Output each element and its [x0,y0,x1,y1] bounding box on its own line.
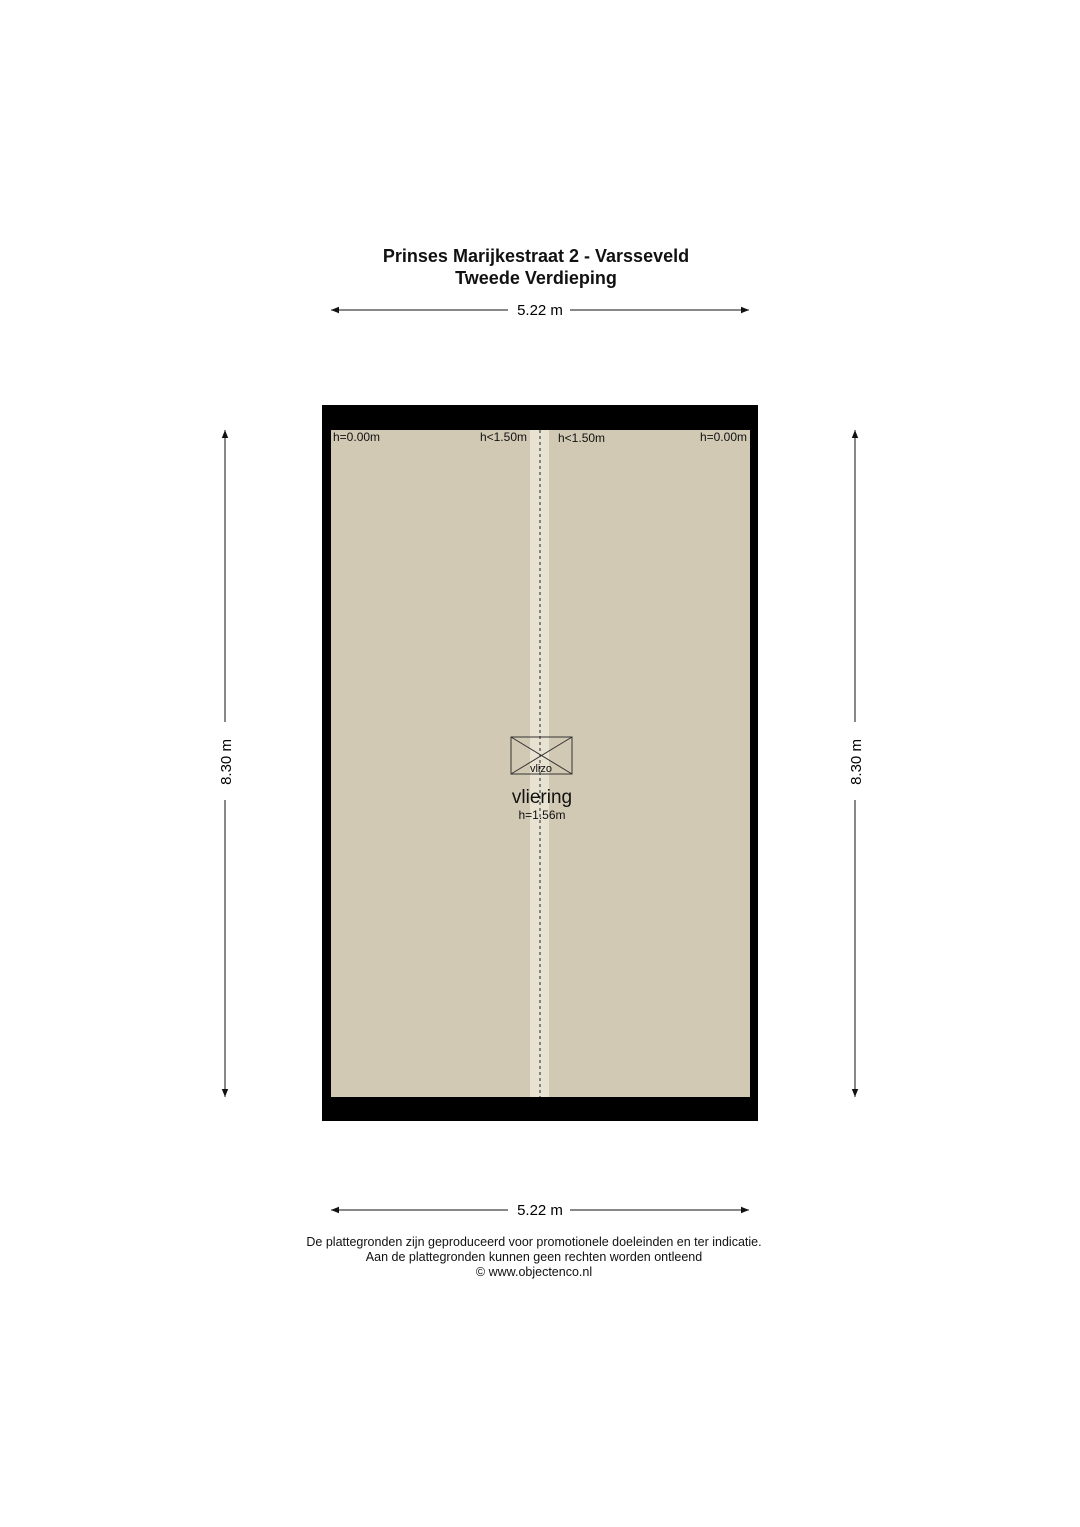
height-mark-right-edge: h=0.00m [699,430,747,444]
dimension-right [848,430,865,1097]
room-name: vliering [511,787,573,808]
dimension-right-label: 8.30 m [848,739,865,785]
room-height: h=1.56m [518,808,566,822]
height-mark-right-ridge: h<1.50m [558,431,606,445]
dimension-top [331,302,749,319]
dimension-left-label: 8.30 m [218,739,235,785]
copyright-link[interactable]: © www.objectenco.nl [475,1265,593,1279]
attic-hatch-label: vlizo [529,763,553,775]
disclaimer-line-1: De plattegronden zijn geproduceerd voor promotionele doeleinden en ter indicatie. [306,1235,762,1249]
dimension-left [218,430,235,1097]
plan-title-floor: Tweede Verdieping [455,268,617,288]
plan-title-address: Prinses Marijkestraat 2 - Varsseveld [382,246,690,266]
dimension-bottom [331,1202,749,1219]
dimension-bottom-label: 5.22 m [517,1202,563,1219]
height-mark-left-ridge: h<1.50m [479,430,527,444]
dimension-top-label: 5.22 m [517,302,563,319]
height-mark-left-edge: h=0.00m [333,430,381,444]
disclaimer-line-2: Aan de plattegronden kunnen geen rechten worden ontleend [365,1250,703,1264]
